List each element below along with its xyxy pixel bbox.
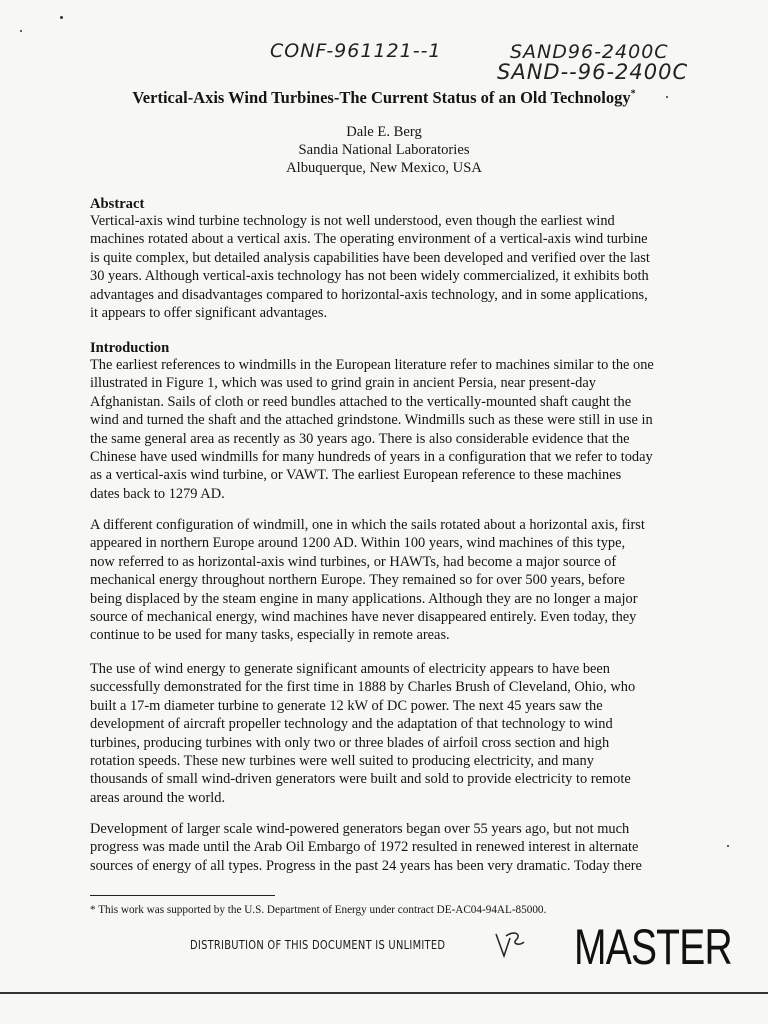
text-line: appeared in northern Europe around 1200 AD. Within 100 years, wind machines of this type, — [90, 535, 626, 552]
text-line: source of mechanical energy, wind machines have never disappeared entirely. Even today, they — [90, 609, 637, 626]
author-location: Albuquerque, New Mexico, USA — [286, 160, 482, 176]
introduction-paragraph-3 — [90, 660, 690, 807]
title-footnote-mark: * — [630, 88, 636, 100]
text-line: A different configuration of windmill, one in which the sails rotated about a horizontal axis, first — [90, 517, 645, 533]
text-line: mechanical energy throughout northern Europe. They remained so for over 500 years, before — [90, 572, 625, 589]
introduction-paragraph-1 — [90, 356, 690, 503]
text-line: as a vertical-axis wind turbine, or VAWT. The earliest European reference to these machines — [90, 467, 622, 484]
text-line: machines rotated about a vertical axis. The operating environment of a vertical-axis wind turbine — [90, 231, 648, 248]
paper-title — [0, 88, 768, 108]
footnote: * This work was supported by the U.S. Department of Energy under contract DE-AC04-94AL-85000. — [90, 904, 547, 916]
text-line: Chinese have used windmills for many hundreds of years in a configuration that we refer to today — [90, 449, 653, 466]
report-number-annotation: SAND96-2400C — [510, 41, 669, 63]
text-line: Afghanistan. Sails of cloth or reed bundles attached to the vertically-mounted shaft caught the — [90, 393, 632, 410]
text-line: sources of energy of all types. Progress in the past 24 years has been very dramatic. Today there — [90, 857, 642, 874]
text-line: continue to be used for many tasks, especially in remote areas. — [90, 627, 450, 644]
scan-speck — [666, 96, 668, 98]
master-stamp: MASTER — [574, 919, 732, 975]
text-line: 30 years. Although vertical-axis technology has not been widely commercialized, it exhibits both — [90, 268, 649, 285]
text-line: is quite complex, but detailed analysis capabilities have been developed and verified over the last — [90, 249, 650, 266]
scan-speck — [60, 16, 63, 19]
text-line: being displaced by the steam engine in many applications. Although they are no longer a major — [90, 590, 638, 607]
text-line: development of aircraft propeller technology and the adaptation of that technology to wind — [90, 716, 613, 733]
text-line: now referred to as horizontal-axis wind turbines, or HAWTs, had become a major source of — [90, 553, 617, 570]
distribution-stamp: DISTRIBUTION OF THIS DOCUMENT IS UNLIMITED — [190, 937, 446, 952]
scan-speck — [727, 845, 729, 847]
author-name: Dale E. Berg — [346, 124, 422, 140]
text-line: built a 17-m diameter turbine to generate 12 kW of DC power. The next 45 years saw the — [90, 697, 603, 714]
text-line: thousands of small wind-driven generators were built and sold to provide electricity to remote — [90, 771, 631, 788]
report-number-annotation-2: SAND--96-2400C — [497, 60, 689, 84]
title-text: Vertical-Axis Wind Turbines-The Current Status of an Old Technology — [132, 88, 631, 107]
author-affiliation: Sandia National Laboratories — [298, 142, 470, 158]
scan-speck — [20, 30, 22, 32]
abstract-heading: Abstract — [90, 196, 145, 212]
text-line: rotation speeds. These new turbines were well suited to producing electricity, and many — [90, 753, 594, 770]
page-bottom-edge — [0, 992, 768, 994]
conf-number-annotation: CONF-961121--1 — [270, 40, 442, 62]
text-line: Vertical-axis wind turbine technology is not well understood, even though the earliest wind — [90, 213, 615, 229]
text-line: dates back to 1279 AD. — [90, 485, 225, 502]
abstract-body — [90, 212, 690, 322]
text-line: areas around the world. — [90, 789, 226, 806]
text-line: The earliest references to windmills in the European literature refer to machines similar to the one — [90, 357, 654, 373]
text-line: the same general area as recently as 30 years ago. There is also considerable evidence that the — [90, 430, 630, 447]
text-line: turbines, producing turbines with only two or three blades of airfoil cross section and high — [90, 734, 610, 751]
handwritten-initials — [492, 926, 528, 962]
footnote-rule — [90, 895, 275, 896]
text-line: advantages and disadvantages compared to horizontal-axis technology, and in some applications, — [90, 286, 648, 303]
text-line: successfully demonstrated for the first time in 1888 by Charles Brush of Cleveland, Ohio, who — [90, 679, 636, 696]
text-line: progress was made until the Arab Oil Embargo of 1972 resulted in renewed interest in alternate — [90, 839, 639, 856]
text-line: wind and turned the shaft and the attached grindstone. Windmills such as these were still in use in — [90, 412, 653, 429]
text-line: The use of wind energy to generate significant amounts of electricity appears to have been — [90, 661, 611, 677]
text-line: it appears to offer significant advantages. — [90, 305, 328, 322]
text-line: illustrated in Figure 1, which was used to grind grain in ancient Persia, near present-day — [90, 375, 596, 392]
text-line: Development of larger scale wind-powered generators began over 55 years ago, but not much — [90, 821, 630, 837]
introduction-heading: Introduction — [90, 340, 170, 356]
introduction-paragraph-4 — [90, 820, 690, 875]
introduction-paragraph-2 — [90, 516, 690, 645]
